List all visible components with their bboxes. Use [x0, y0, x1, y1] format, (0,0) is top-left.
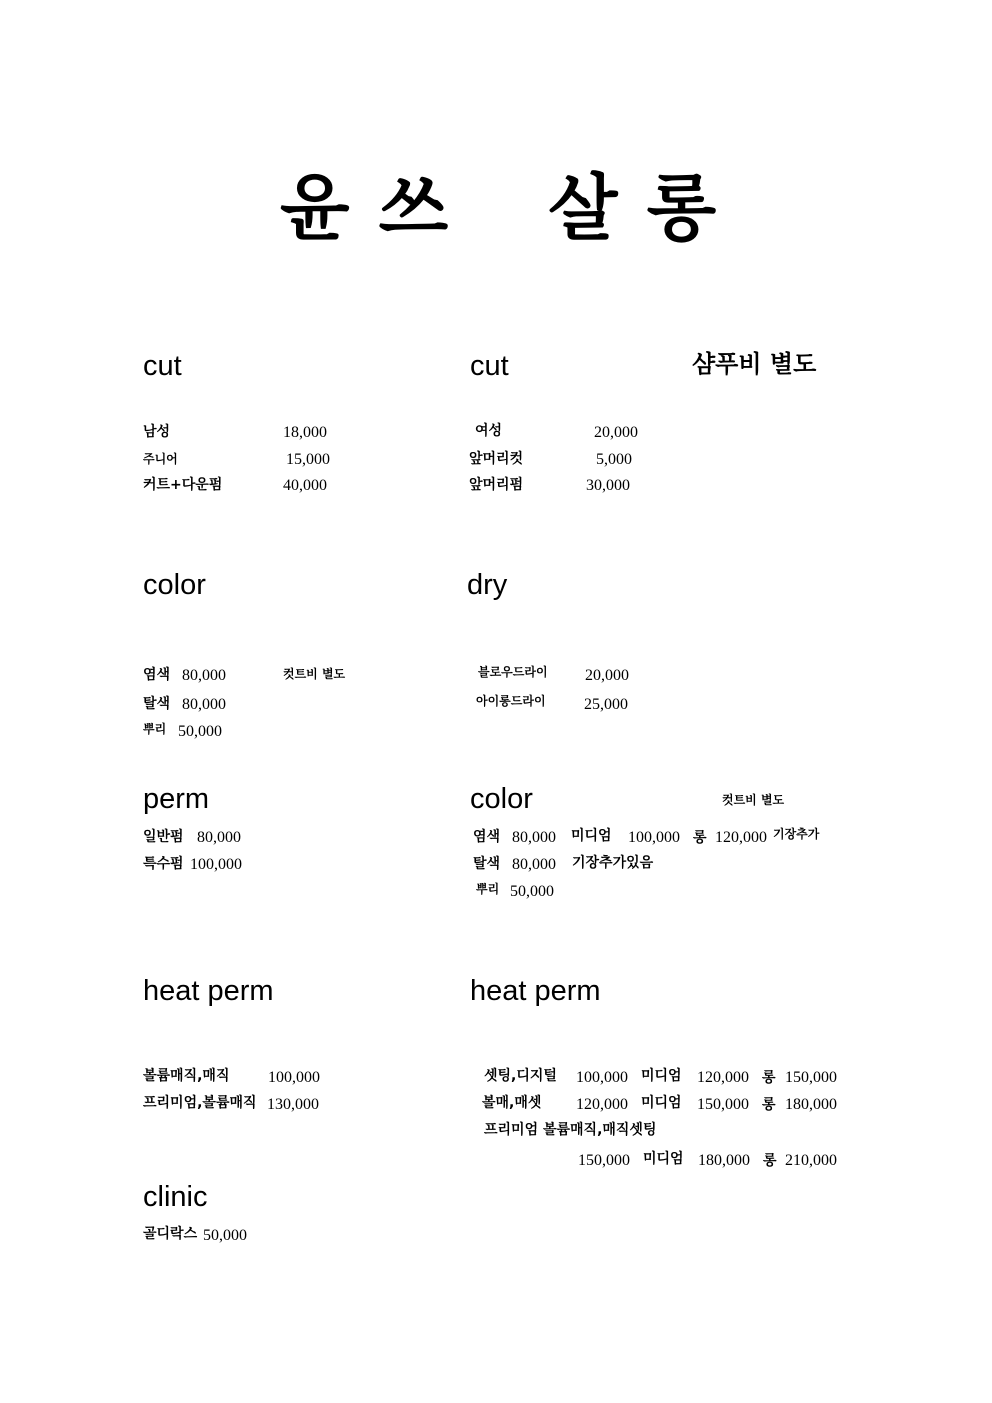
long-label: 롱	[762, 1097, 776, 1113]
menu-item-price: 40,000	[283, 477, 327, 494]
menu-item-price: 80,000	[197, 829, 241, 846]
premium-item-label: 프리미엄 볼륨매직,매직셋팅	[484, 1122, 657, 1138]
menu-item-price: 150,000	[578, 1152, 630, 1169]
menu-item-name: 아이롱드라이	[476, 694, 546, 708]
menu-item-name: 염색	[473, 829, 501, 845]
menu-item-name: 볼륨매직,매직	[143, 1068, 230, 1084]
long-price: 180,000	[785, 1096, 837, 1113]
menu-item-price: 18,000	[283, 424, 327, 441]
menu-item-name: 뿌리	[476, 882, 500, 896]
long-price: 210,000	[785, 1152, 837, 1169]
long-label: 롱	[693, 830, 707, 846]
menu-item-name: 일반펌	[143, 829, 184, 845]
cut-fee-note: 컷트비 별도	[283, 667, 346, 681]
menu-item-name: 탈색	[473, 856, 501, 872]
section-heading-cut-left: cut	[143, 350, 182, 382]
menu-item-price: 50,000	[178, 723, 222, 740]
section-heading-heat-perm-left: heat perm	[143, 975, 274, 1007]
menu-item-price: 5,000	[596, 451, 632, 468]
menu-item-name: 특수펌	[143, 856, 184, 872]
menu-item-price: 100,000	[190, 856, 242, 873]
medium-price: 120,000	[697, 1069, 749, 1086]
menu-item-name: 앞머리컷	[469, 451, 524, 467]
menu-item-price: 80,000	[182, 696, 226, 713]
menu-item-price: 120,000	[576, 1096, 628, 1113]
salon-title-left: 윤 쓰	[280, 166, 451, 250]
menu-item-name: 앞머리펌	[469, 477, 524, 493]
menu-item-price: 80,000	[512, 856, 556, 873]
menu-item-name: 염색	[143, 667, 171, 683]
menu-item-name: 볼매,매셋	[482, 1095, 542, 1111]
medium-price: 100,000	[628, 829, 680, 846]
menu-item-name: 주니어	[143, 452, 178, 466]
medium-price: 180,000	[698, 1152, 750, 1169]
section-heading-heat-perm-right: heat perm	[470, 975, 601, 1007]
menu-item-name: 뿌리	[143, 722, 167, 736]
menu-item-price: 50,000	[510, 883, 554, 900]
section-heading-perm: perm	[143, 783, 210, 815]
menu-item-price: 130,000	[267, 1096, 319, 1113]
menu-item-price: 100,000	[576, 1069, 628, 1086]
menu-item-name: 프리미엄,볼륨매직	[143, 1095, 257, 1111]
section-heading-clinic: clinic	[143, 1181, 208, 1213]
cut-fee-note: 컷트비 별도	[722, 793, 785, 807]
section-heading-dry: dry	[467, 569, 508, 601]
medium-label: 미디엄	[641, 1095, 682, 1111]
menu-item-price: 30,000	[586, 477, 630, 494]
menu-item-name: 블로우드라이	[478, 665, 548, 679]
length-extra-note: 기장추가있음	[572, 855, 654, 871]
menu-item-price: 25,000	[584, 696, 628, 713]
medium-label: 미디엄	[641, 1068, 682, 1084]
salon-title-right: 살 롱	[548, 166, 719, 250]
menu-item-price: 50,000	[203, 1227, 247, 1244]
menu-item-price: 100,000	[268, 1069, 320, 1086]
menu-item-price: 15,000	[286, 451, 330, 468]
long-price: 150,000	[785, 1069, 837, 1086]
medium-price: 150,000	[697, 1096, 749, 1113]
menu-item-name: 탈색	[143, 696, 171, 712]
medium-label: 미디엄	[571, 828, 612, 844]
menu-item-name: 남성	[143, 424, 171, 440]
menu-item-price: 20,000	[594, 424, 638, 441]
menu-item-name: 골디락스	[143, 1226, 198, 1242]
long-label: 롱	[763, 1153, 777, 1169]
section-heading-cut-right: cut	[470, 350, 509, 382]
long-price: 120,000	[715, 829, 767, 846]
medium-label: 미디엄	[643, 1151, 684, 1167]
length-extra-note: 기장추가	[773, 827, 820, 841]
long-label: 롱	[762, 1070, 776, 1086]
shampoo-note: 샴푸비 별도	[692, 350, 817, 378]
menu-item-name: 커트+다운펌	[143, 477, 223, 493]
menu-item-name: 셋팅,디지털	[484, 1068, 557, 1084]
section-heading-color-left: color	[143, 569, 206, 601]
menu-item-price: 80,000	[512, 829, 556, 846]
menu-item-name: 여성	[475, 423, 503, 439]
menu-item-price: 20,000	[585, 667, 629, 684]
section-heading-color-right: color	[470, 783, 533, 815]
menu-item-price: 80,000	[182, 667, 226, 684]
